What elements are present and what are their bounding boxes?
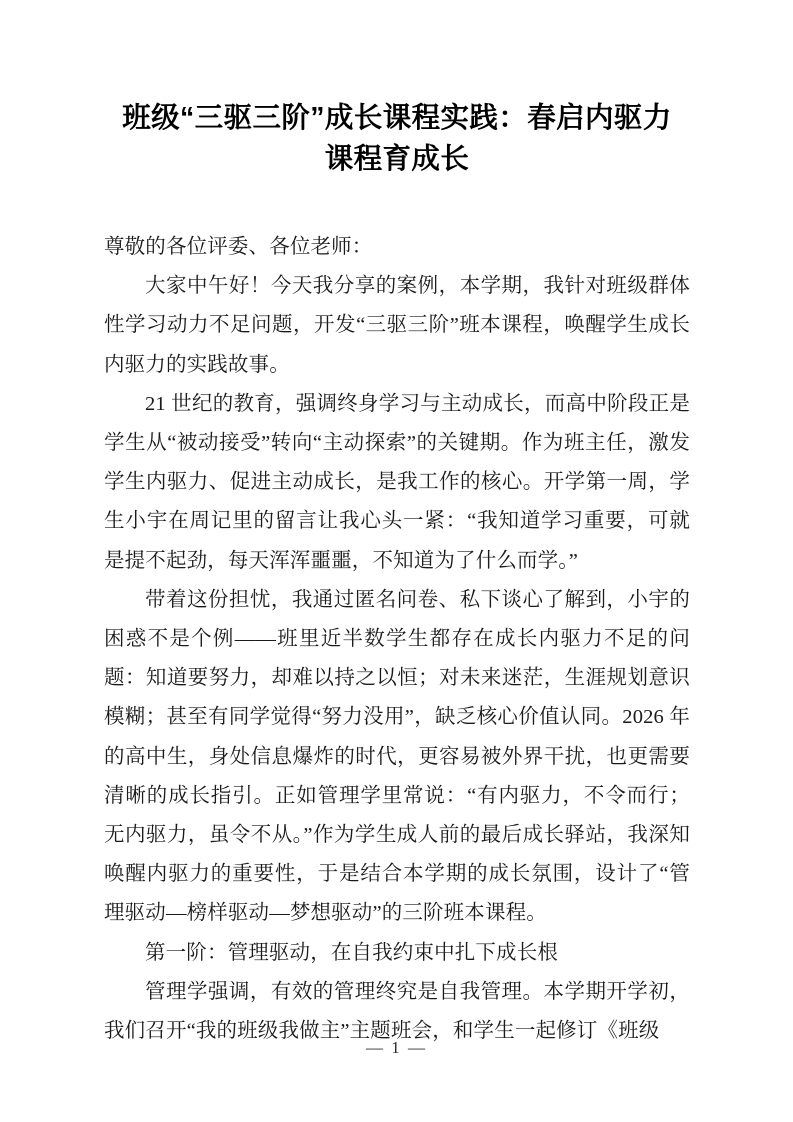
document-body: [104, 98, 690, 1051]
page-title: 班级“三驱三阶”成长课程实践：春启内驱力课程育成长: [122, 102, 672, 175]
paragraph-background: 21 世纪的教育，强调终身学习与主动成长，而高中阶段正是学生从“被动接受”转向“主动探索”的关键期。作为班主任，激发学生内驱力、促进主动成长，是我工作的核心。开学第一周，学生小宇在周记里的留言让我心头一紧：“我知道学习重要，可就是提不起劲，每天浑浑噩噩，不知道为了什么而学。”: [104, 392, 690, 572]
page-number: — 1 —: [366, 1038, 427, 1057]
paragraph-salutation: 尊敬的各位评委、各位老师：: [104, 236, 373, 258]
paragraph-greeting: 大家中午好！今天我分享的案例，本学期，我针对班级群体性学习动力不足问题，开发“三驱三阶”班本课程，唤醒学生成长内驱力的实践故事。: [104, 275, 690, 376]
paragraph-stage-one-body: 管理学强调，有效的管理终究是自我管理。本学期开学初，我们召开“我的班级我做主”主题班会，和学生一起修订《班级: [104, 980, 690, 1043]
paragraph-survey: 带着这份担忧，我通过匿名问卷、私下谈心了解到，小宇的困惑不是个例——班里近半数学生都存在成长内驱力不足的问题：知道要努力，却难以持之以恒；对未来迷茫，生涯规划意识模糊；甚至有同学觉得“努力没用”，缺乏核心价值认同。2026 年的高中生，身处信息爆炸的时代，更容易被外界干扰，也更需要清晰的成长指引。正如管理学里常说：“有内驱力，不令而行；无内驱力，虽令不从。”作为学生成人前的最后成长驿站，我深知唤醒内驱力的重要性，于是结合本学期的成长氛围，设计了“管理驱动—榜样驱动—梦想驱动”的三阶班本课程。: [104, 588, 690, 925]
paragraph-stage-one-heading: 第一阶：管理驱动，在自我约束中扎下成长根: [145, 941, 558, 964]
title-spacer: [104, 180, 690, 228]
page-footer: [0, 1038, 793, 1058]
